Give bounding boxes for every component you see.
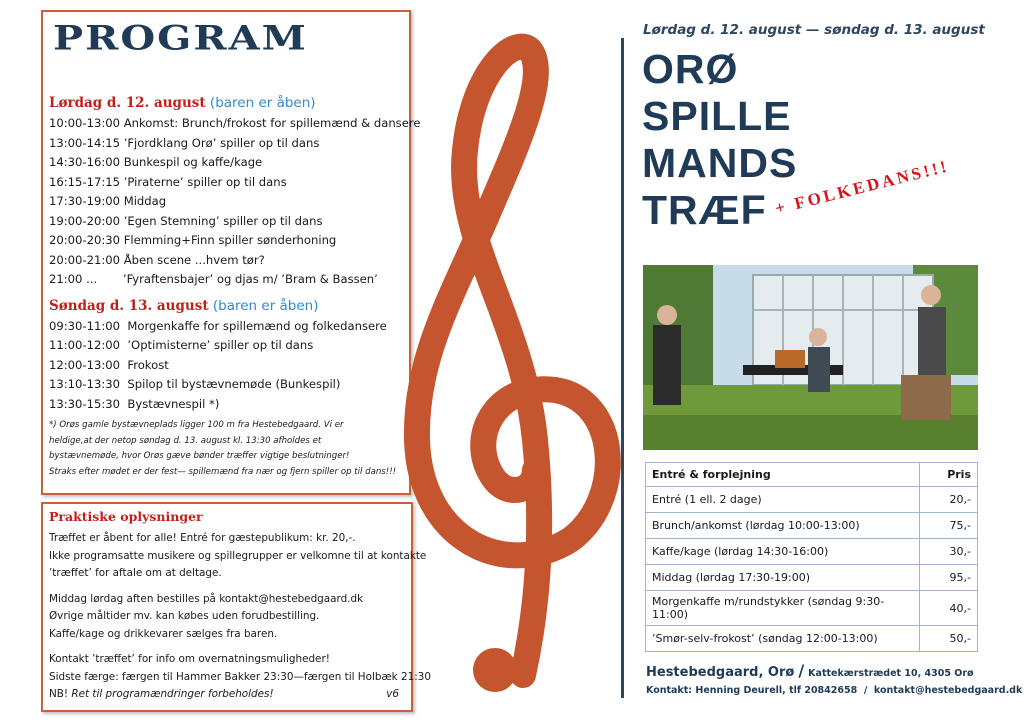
practical-box: [41, 502, 431, 712]
price-value: 75,-: [920, 513, 978, 539]
sunday-heading: [49, 297, 403, 315]
price-value: 95,-: [920, 565, 978, 591]
price-table: [645, 462, 978, 652]
date-line: Lørdag d. 12. august — søndag d. 13. august: [643, 22, 985, 38]
schedule-item: 09:30-11:00 Morgenkaffe for spillemænd og folkedansere: [49, 318, 387, 333]
price-value: 40,-: [920, 591, 978, 626]
price-item: Entré (1 ell. 2 dage): [646, 487, 920, 513]
practical-line: Middag lørdag aften bestilles på kontakt@hestebedgaard.dk: [49, 592, 364, 605]
nb-row: [49, 686, 405, 704]
schedule-item: 13:00-14:15 ’Fjordklang Orø’ spiller op til dans: [49, 135, 320, 150]
price-item: Brunch/ankomst (lørdag 10:00-13:00): [646, 513, 920, 539]
folkedans-label: + FOLKEDANS!!!: [773, 156, 952, 219]
schedule-item: 10:00-13:00 Ankomst: Brunch/frokost for spillemænd & dansere: [49, 116, 421, 130]
table-row: [646, 539, 978, 565]
version-label: v6: [386, 688, 399, 700]
title-line: ORØ: [642, 46, 739, 92]
price-value: 20,-: [920, 487, 978, 513]
venue-name: Hestebedgaard, Orø: [646, 665, 795, 680]
price-item: Middag (lørdag 17:30-19:00): [646, 565, 920, 591]
contact-line: Kontakt: Henning Deurell, tlf 20842658 / kontakt@hestebedgaard.dk: [646, 685, 1023, 696]
footnote-line: Straks efter mødet er der fest— spillemænd fra nær og fjern spiller op til dans!!!: [49, 466, 397, 477]
venue-address: Kattekærstrædet 10, 4305 Orø: [808, 668, 974, 679]
schedule-item: 17:30-19:00 Middag: [49, 194, 167, 208]
price-item: Kaffe/kage (lørdag 14:30-16:00): [646, 539, 920, 565]
price-value: 30,-: [920, 539, 978, 565]
sunday-schedule: [49, 317, 403, 415]
table-row: [646, 626, 978, 652]
saturday-schedule: [49, 114, 421, 290]
title-line: TRÆF: [642, 187, 767, 233]
table-row: [646, 513, 978, 539]
column-header-item: Entré & forplejning: [646, 463, 920, 487]
practical-title: Praktiske oplysninger: [49, 509, 203, 524]
practical-line: Kontakt ’træffet’ for info om overnatningsmuligheder!: [49, 653, 330, 665]
column-header-price: Pris: [920, 463, 978, 487]
venue-line: Hestebedgaard, Orø / Kattekærstrædet 10, 4305 Orø: [646, 661, 974, 680]
practical-line: ’træffet’ for aftale om at deltage.: [49, 567, 222, 579]
saturday-heading: [49, 94, 403, 112]
schedule-item: 16:15-17:15 ’Piraterne’ spiller op til dans: [49, 174, 287, 189]
treble-clef-icon: [395, 20, 635, 710]
price-value: 50,-: [920, 626, 978, 652]
sunday-note: (baren er åben): [212, 297, 319, 314]
title-line: SPILLE: [642, 93, 792, 139]
footnote-line: heldige,at der netop søndag d. 13. august kl. 13:30 afholdes et: [49, 435, 322, 446]
footnote-line: bystævnemøde, hvor Orøs gæve bønder træffer vigtige beslutninger!: [49, 451, 350, 461]
musicians-photo: [643, 265, 978, 450]
schedule-item: 20:00-20:30 Flemming+Finn spiller sønderhoning: [49, 233, 337, 247]
footnote: [49, 418, 403, 480]
practical-line: Kaffe/kage og drikkevarer sælges fra baren.: [49, 627, 278, 640]
schedule-item: 21:00 ... ’Fyraftensbajer’ og djas m/ ’Bram & Bassen’: [49, 272, 378, 286]
program-title: PROGRAM: [53, 18, 308, 58]
nb-text: Ret til programændringer forbeholdes!: [71, 688, 274, 700]
schedule-item: 12:00-13:00 Frokost: [49, 357, 169, 372]
practical-body: [49, 530, 431, 704]
schedule-item: 11:00-12:00 ’Optimisterne’ spiller op til dans: [49, 338, 314, 352]
table-row: [646, 565, 978, 591]
practical-line: Sidste færge: færgen til Hammer Bakker 23:30—færgen til Holbæk 21:30: [49, 670, 431, 683]
schedule-item: 19:00-20:00 ’Egen Stemning’ spiller op til dans: [49, 213, 323, 228]
schedule-item: 13:30-15:30 Bystævnespil *): [49, 396, 220, 411]
program-box: [41, 10, 421, 495]
saturday-day: Lørdag d. 12. august: [49, 95, 206, 111]
footnote-line: *) Orøs gamle bystævneplads ligger 100 m fra Hestebedgaard. Vi er: [49, 420, 344, 430]
schedule-item: 14:30-16:00 Bunkespil og kaffe/kage: [49, 155, 263, 169]
sunday-day: Søndag d. 13. august: [49, 297, 209, 314]
saturday-note: (baren er åben): [209, 95, 316, 111]
practical-line: Træffet er åbent for alle! Entré for gæstepublikum: kr. 20,-.: [49, 532, 356, 544]
divider-line: [621, 38, 624, 698]
practical-line: Ikke programsatte musikere og spillegrupper er velkomne til at kontakte: [49, 549, 427, 562]
schedule-item: 13:10-13:30 Spilop til bystævnemøde (Bunkespil): [49, 377, 341, 391]
price-item: ’Smør-selv-frokost’ (søndag 12:00-13:00): [646, 626, 920, 652]
table-row: [646, 591, 978, 626]
schedule-item: 20:00-21:00 Åben scene ...hvem tør?: [49, 252, 265, 267]
price-item: Morgenkaffe m/rundstykker (søndag 9:30-11:00): [646, 591, 920, 626]
practical-line: Øvrige måltider mv. kan købes uden forudbestilling.: [49, 610, 320, 622]
nb-prefix: NB!: [49, 688, 69, 700]
clef-dot: [473, 648, 517, 692]
table-row: [646, 487, 978, 513]
table-header-row: [646, 463, 978, 487]
title-line: MANDS: [642, 140, 798, 186]
